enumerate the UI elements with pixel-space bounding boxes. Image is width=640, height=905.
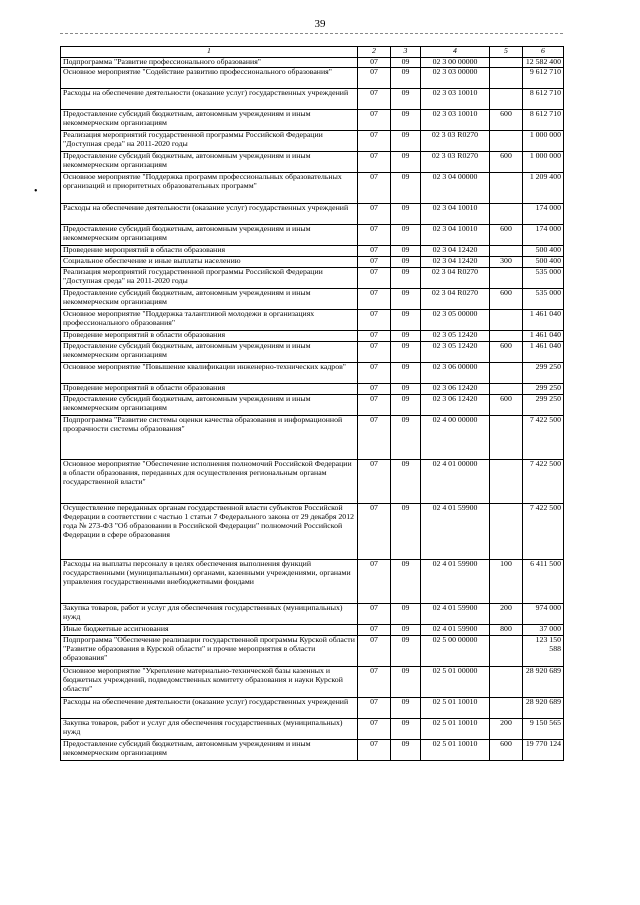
row-description: Реализация мероприятий государственной программы Российской Федерации "Доступная среда" на 2011-2020 годы <box>61 131 358 152</box>
row-expense-type: 200 <box>490 604 523 625</box>
row-amount: 174 000 <box>523 204 564 225</box>
table-row <box>61 131 564 152</box>
row-section: 07 <box>358 460 391 504</box>
row-subsection: 09 <box>391 460 421 504</box>
row-amount: 28 920 689 <box>523 667 564 698</box>
row-description: Расходы на выплаты персоналу в целях обеспечения выполнения функций государственными (муниципальными) органами, казенными учреждениями, органами управления государственными внебюджетными фондами <box>61 560 358 604</box>
row-section: 07 <box>358 173 391 204</box>
row-expense-type <box>490 268 523 289</box>
row-section: 07 <box>358 395 391 416</box>
row-subsection: 09 <box>391 110 421 131</box>
row-description: Проведение мероприятий в области образования <box>61 384 358 395</box>
row-subsection: 09 <box>391 310 421 331</box>
table-row <box>61 625 564 636</box>
row-description: Подпрограмма "Развитие системы оценки качества образования и информационной прозрачности системы образования" <box>61 416 358 460</box>
table-row <box>61 363 564 384</box>
row-target-article: 02 4 00 00000 <box>421 416 490 460</box>
row-subsection: 09 <box>391 719 421 740</box>
row-amount: 6 411 500 <box>523 560 564 604</box>
row-section: 07 <box>358 416 391 460</box>
table-row <box>61 310 564 331</box>
row-target-article: 02 3 03 R0270 <box>421 131 490 152</box>
row-section: 07 <box>358 331 391 342</box>
row-target-article: 02 4 01 59900 <box>421 504 490 560</box>
row-section: 07 <box>358 89 391 110</box>
table-row <box>61 384 564 395</box>
row-target-article: 02 3 04 10010 <box>421 225 490 246</box>
row-section: 07 <box>358 225 391 246</box>
row-target-article: 02 3 06 12420 <box>421 395 490 416</box>
row-target-article: 02 3 04 12420 <box>421 257 490 268</box>
table-row <box>61 173 564 204</box>
table-row <box>61 89 564 110</box>
row-description: Предоставление субсидий бюджетным, автономным учреждениям и иным некоммерческим организациям <box>61 110 358 131</box>
row-section: 07 <box>358 152 391 173</box>
row-subsection: 09 <box>391 698 421 719</box>
row-amount: 535 000 <box>523 289 564 310</box>
row-description: Предоставление субсидий бюджетным, автономным учреждениям и иным некоммерческим организациям <box>61 289 358 310</box>
row-description: Закупка товаров, работ и услуг для обеспечения государственных (муниципальных) нужд <box>61 719 358 740</box>
row-expense-type: 600 <box>490 225 523 246</box>
table-row <box>61 68 564 89</box>
row-expense-type: 600 <box>490 289 523 310</box>
row-subsection: 09 <box>391 257 421 268</box>
row-subsection: 09 <box>391 667 421 698</box>
row-section: 07 <box>358 667 391 698</box>
row-subsection: 09 <box>391 68 421 89</box>
row-expense-type <box>490 204 523 225</box>
header-cell-5: 5 <box>490 47 523 58</box>
row-section: 07 <box>358 698 391 719</box>
row-subsection: 09 <box>391 604 421 625</box>
row-amount: 974 000 <box>523 604 564 625</box>
row-target-article: 02 5 01 00000 <box>421 667 490 698</box>
row-subsection: 09 <box>391 268 421 289</box>
row-target-article: 02 3 06 00000 <box>421 363 490 384</box>
row-description: Основное мероприятие "Содействие развитию профессионального образования" <box>61 68 358 89</box>
row-amount: 9 150 565 <box>523 719 564 740</box>
row-target-article: 02 3 03 R0270 <box>421 152 490 173</box>
row-section: 07 <box>358 310 391 331</box>
row-amount: 8 612 710 <box>523 89 564 110</box>
table-row <box>61 204 564 225</box>
row-section: 07 <box>358 246 391 257</box>
row-description: Иные бюджетные ассигнования <box>61 625 358 636</box>
row-expense-type: 600 <box>490 395 523 416</box>
row-description: Осуществление переданных органам государственной власти субъектов Российской Федерации в соответствии с частью 1 статьи 7 Федерального закона от 29 декабря 2012 года № 273-ФЗ "Об образовании в Российской Федерации" полномочий Российской Федерации в сфере образования <box>61 504 358 560</box>
row-target-article: 02 3 03 10010 <box>421 110 490 131</box>
row-section: 07 <box>358 131 391 152</box>
table-row <box>61 225 564 246</box>
row-section: 07 <box>358 58 391 68</box>
row-subsection: 09 <box>391 740 421 761</box>
table-row <box>61 460 564 504</box>
page-number: 39 <box>314 18 326 30</box>
table-row <box>61 152 564 173</box>
row-amount: 7 422 500 <box>523 416 564 460</box>
row-target-article: 02 4 01 59900 <box>421 625 490 636</box>
header-cell-4: 4 <box>421 47 490 58</box>
row-amount: 299 250 <box>523 395 564 416</box>
row-description: Социальное обеспечение и иные выплаты населению <box>61 257 358 268</box>
row-amount: 500 400 <box>523 246 564 257</box>
row-amount: 28 920 689 <box>523 698 564 719</box>
row-description: Расходы на обеспечение деятельности (оказание услуг) государственных учреждений <box>61 89 358 110</box>
row-section: 07 <box>358 636 391 667</box>
row-section: 07 <box>358 204 391 225</box>
row-target-article: 02 3 04 00000 <box>421 173 490 204</box>
table-row <box>61 110 564 131</box>
table-row <box>61 667 564 698</box>
table-row <box>61 289 564 310</box>
row-section: 07 <box>358 740 391 761</box>
table-row <box>61 268 564 289</box>
row-expense-type <box>490 246 523 257</box>
row-expense-type: 600 <box>490 110 523 131</box>
row-target-article: 02 3 05 12420 <box>421 331 490 342</box>
table-row <box>61 246 564 257</box>
row-target-article: 02 3 00 00000 <box>421 58 490 68</box>
row-amount: 299 250 <box>523 363 564 384</box>
row-target-article: 02 5 01 10010 <box>421 719 490 740</box>
row-expense-type: 800 <box>490 625 523 636</box>
row-amount: 1 000 000 <box>523 131 564 152</box>
row-target-article: 02 3 05 12420 <box>421 342 490 363</box>
row-expense-type <box>490 698 523 719</box>
table-row <box>61 257 564 268</box>
row-subsection: 09 <box>391 225 421 246</box>
table-row <box>61 342 564 363</box>
row-description: Расходы на обеспечение деятельности (оказание услуг) государственных учреждений <box>61 698 358 719</box>
row-description: Проведение мероприятий в области образования <box>61 331 358 342</box>
row-amount: 299 250 <box>523 384 564 395</box>
row-expense-type <box>490 173 523 204</box>
row-description: Расходы на обеспечение деятельности (оказание услуг) государственных учреждений <box>61 204 358 225</box>
row-section: 07 <box>358 625 391 636</box>
row-amount: 1 461 040 <box>523 310 564 331</box>
header-cell-2: 2 <box>358 47 391 58</box>
table-row <box>61 740 564 761</box>
row-description: Предоставление субсидий бюджетным, автономным учреждениям и иным некоммерческим организациям <box>61 740 358 761</box>
row-amount: 12 582 400 <box>523 58 564 68</box>
row-section: 07 <box>358 363 391 384</box>
row-expense-type <box>490 310 523 331</box>
row-amount: 1 461 040 <box>523 331 564 342</box>
row-expense-type <box>490 68 523 89</box>
row-section: 07 <box>358 604 391 625</box>
table-row <box>61 604 564 625</box>
row-description: Реализация мероприятий государственной программы Российской Федерации "Доступная среда" на 2011-2020 годы <box>61 268 358 289</box>
row-target-article: 02 3 05 00000 <box>421 310 490 331</box>
row-expense-type: 300 <box>490 257 523 268</box>
row-expense-type: 100 <box>490 560 523 604</box>
row-expense-type: 600 <box>490 740 523 761</box>
row-target-article: 02 4 01 00000 <box>421 460 490 504</box>
row-section: 07 <box>358 504 391 560</box>
row-target-article: 02 3 04 12420 <box>421 246 490 257</box>
table-row <box>61 636 564 667</box>
row-subsection: 09 <box>391 342 421 363</box>
row-description: Основное мероприятие "Повышение квалификации инженерно-технических кадров" <box>61 363 358 384</box>
table-row <box>61 395 564 416</box>
row-expense-type <box>490 131 523 152</box>
row-expense-type <box>490 460 523 504</box>
row-expense-type <box>490 363 523 384</box>
row-target-article: 02 3 03 10010 <box>421 89 490 110</box>
row-subsection: 09 <box>391 504 421 560</box>
row-section: 07 <box>358 719 391 740</box>
row-subsection: 09 <box>391 58 421 68</box>
row-section: 07 <box>358 560 391 604</box>
row-target-article: 02 3 06 12420 <box>421 384 490 395</box>
row-subsection: 09 <box>391 636 421 667</box>
row-subsection: 09 <box>391 560 421 604</box>
row-amount: 7 422 500 <box>523 460 564 504</box>
table-row <box>61 504 564 560</box>
header-cell-1: 1 <box>61 47 358 58</box>
top-dashed-divider <box>60 33 563 34</box>
row-subsection: 09 <box>391 173 421 204</box>
row-subsection: 09 <box>391 289 421 310</box>
row-subsection: 09 <box>391 384 421 395</box>
row-target-article: 02 5 00 00000 <box>421 636 490 667</box>
row-amount: 8 612 710 <box>523 110 564 131</box>
row-description: Основное мероприятие "Поддержка программ профессиональных образовательных организаций и приоритетных образовательных программ" <box>61 173 358 204</box>
row-description: Предоставление субсидий бюджетным, автономным учреждениям и иным некоммерческим организациям <box>61 342 358 363</box>
row-expense-type <box>490 636 523 667</box>
row-expense-type <box>490 58 523 68</box>
row-expense-type <box>490 384 523 395</box>
table-row <box>61 58 564 68</box>
row-amount: 123 150 588 <box>523 636 564 667</box>
row-subsection: 09 <box>391 131 421 152</box>
row-target-article: 02 3 04 10010 <box>421 204 490 225</box>
row-target-article: 02 3 04 R0270 <box>421 289 490 310</box>
row-subsection: 09 <box>391 246 421 257</box>
row-expense-type <box>490 504 523 560</box>
row-target-article: 02 3 04 R0270 <box>421 268 490 289</box>
row-expense-type <box>490 416 523 460</box>
row-amount: 1 209 400 <box>523 173 564 204</box>
row-description: Предоставление субсидий бюджетным, автономным учреждениям и иным некоммерческим организациям <box>61 225 358 246</box>
row-expense-type: 600 <box>490 152 523 173</box>
row-amount: 7 422 500 <box>523 504 564 560</box>
row-description: Закупка товаров, работ и услуг для обеспечения государственных (муниципальных) нужд <box>61 604 358 625</box>
row-subsection: 09 <box>391 363 421 384</box>
row-target-article: 02 4 01 59900 <box>421 560 490 604</box>
row-expense-type <box>490 331 523 342</box>
header-cell-3: 3 <box>391 47 421 58</box>
budget-table <box>60 46 564 761</box>
row-section: 07 <box>358 110 391 131</box>
row-subsection: 09 <box>391 395 421 416</box>
table-row <box>61 698 564 719</box>
row-description: Проведение мероприятий в области образования <box>61 246 358 257</box>
row-description: Подпрограмма "Обеспечение реализации государственной программы Курской области "Развитие образования в Курской области" и прочие мероприятия в области образования" <box>61 636 358 667</box>
row-target-article: 02 5 01 10010 <box>421 740 490 761</box>
row-expense-type: 200 <box>490 719 523 740</box>
header-row <box>61 47 564 58</box>
row-target-article: 02 5 01 10010 <box>421 698 490 719</box>
row-amount: 500 400 <box>523 257 564 268</box>
row-amount: 174 000 <box>523 225 564 246</box>
table-row <box>61 331 564 342</box>
row-amount: 9 612 710 <box>523 68 564 89</box>
row-description: Подпрограмма "Развитие профессионального образования" <box>61 58 358 68</box>
table-row <box>61 560 564 604</box>
row-subsection: 09 <box>391 625 421 636</box>
row-expense-type <box>490 667 523 698</box>
table-row <box>61 416 564 460</box>
row-amount: 19 770 124 <box>523 740 564 761</box>
row-expense-type: 600 <box>490 342 523 363</box>
row-amount: 1 461 040 <box>523 342 564 363</box>
row-description: Предоставление субсидий бюджетным, автономным учреждениям и иным некоммерческим организациям <box>61 152 358 173</box>
row-subsection: 09 <box>391 152 421 173</box>
row-description: Основное мероприятие "Обеспечение исполнения полномочий Российской Федерации в области образования, переданных для осуществления региональным органам государственной власти" <box>61 460 358 504</box>
row-amount: 37 000 <box>523 625 564 636</box>
row-section: 07 <box>358 257 391 268</box>
row-section: 07 <box>358 342 391 363</box>
margin-dot-mark: • <box>34 186 38 197</box>
row-description: Основное мероприятие "Укрепление материально-технической базы казенных и бюджетных учреждений, подведомственных комитету образования и науки Курской области" <box>61 667 358 698</box>
row-subsection: 09 <box>391 416 421 460</box>
table-row <box>61 719 564 740</box>
row-subsection: 09 <box>391 331 421 342</box>
row-description: Основное мероприятие "Поддержка талантливой молодежи в организациях профессионального образования" <box>61 310 358 331</box>
row-subsection: 09 <box>391 89 421 110</box>
row-amount: 1 000 000 <box>523 152 564 173</box>
row-target-article: 02 4 01 59900 <box>421 604 490 625</box>
row-amount: 535 000 <box>523 268 564 289</box>
row-section: 07 <box>358 268 391 289</box>
row-section: 07 <box>358 68 391 89</box>
row-description: Предоставление субсидий бюджетным, автономным учреждениям и иным некоммерческим организациям <box>61 395 358 416</box>
row-subsection: 09 <box>391 204 421 225</box>
header-cell-6: 6 <box>523 47 564 58</box>
row-section: 07 <box>358 384 391 395</box>
row-expense-type <box>490 89 523 110</box>
row-target-article: 02 3 03 00000 <box>421 68 490 89</box>
row-section: 07 <box>358 289 391 310</box>
